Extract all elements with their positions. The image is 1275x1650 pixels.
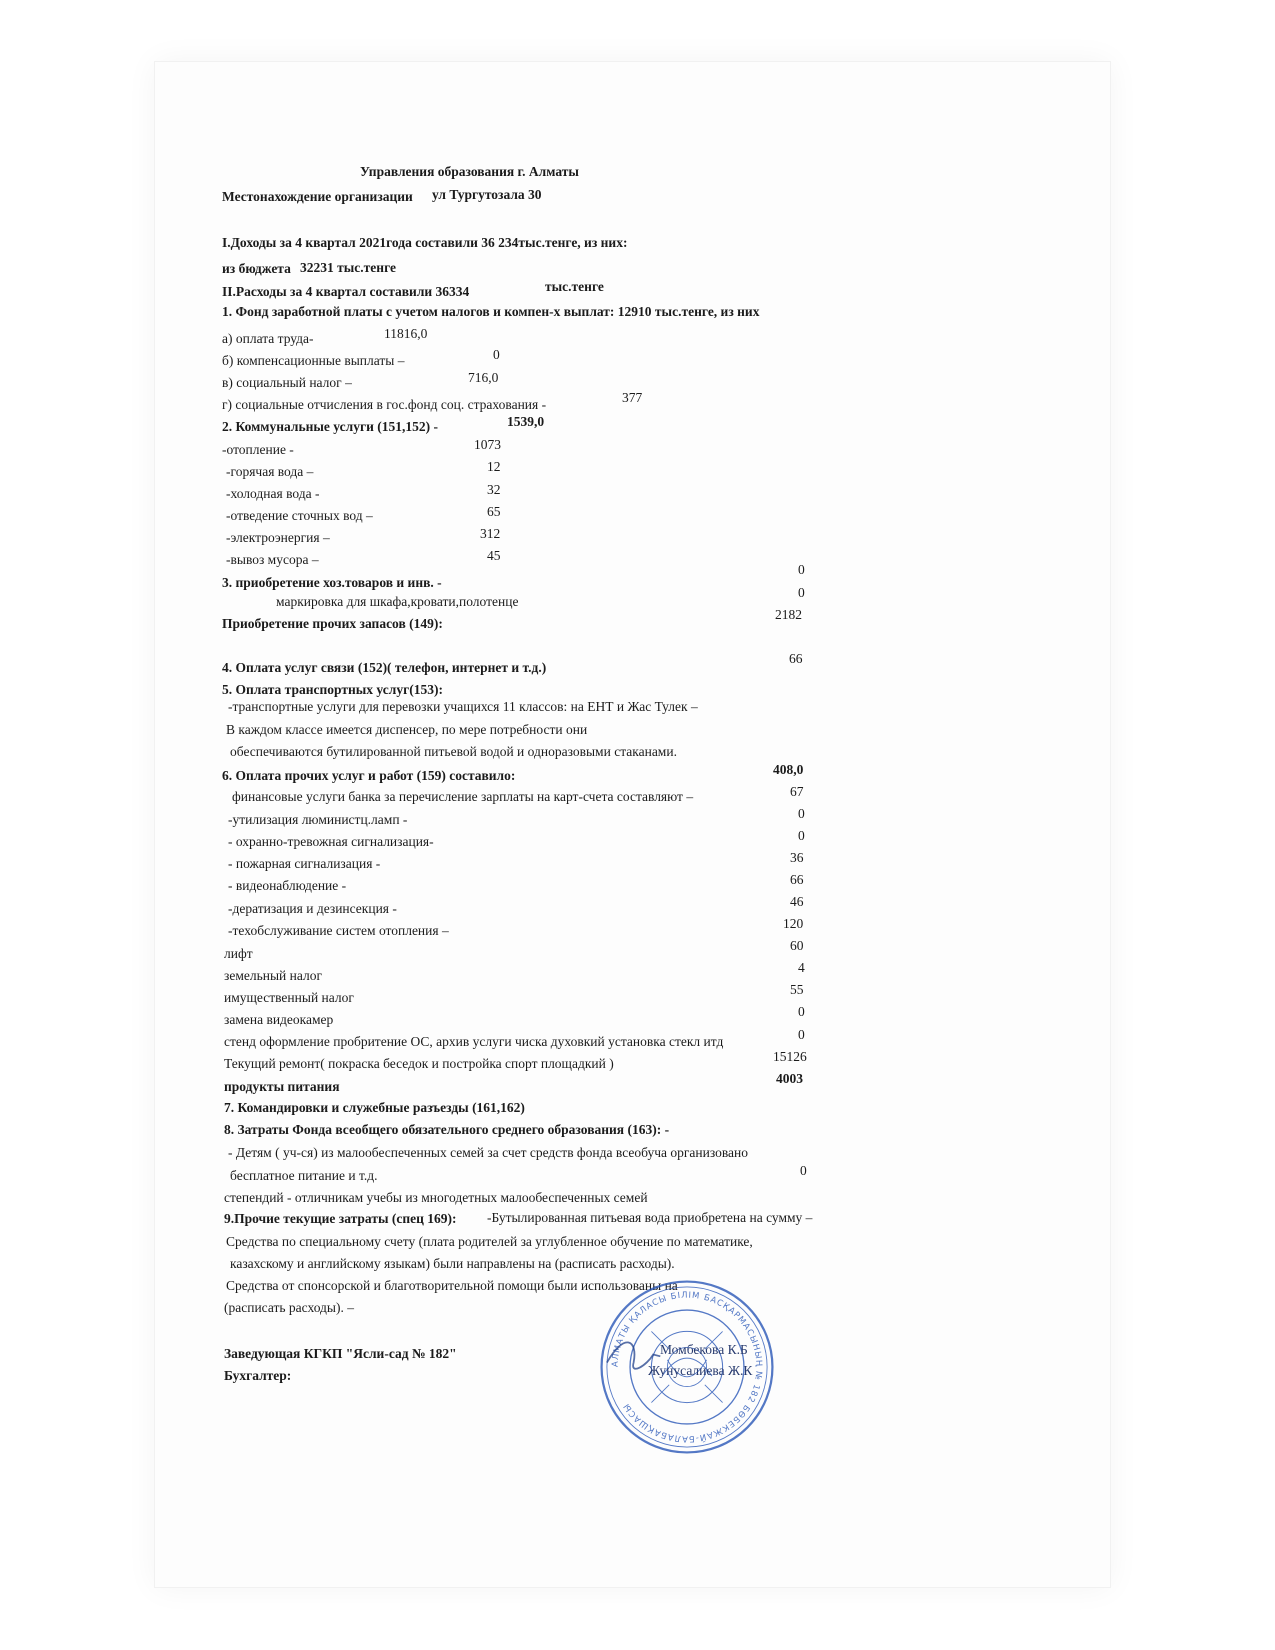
stamp-text: АЛМАТЫ ҚАЛАСЫ БІЛІМ БАСҚАРМАСЫНЫҢ № 182 БӨБЕКЖАЙ-БАЛАБАҚШАСЫ — [609, 1289, 765, 1445]
other-current-line: Средства от спонсорской и благотворительной помощи были использованы на — [226, 1278, 678, 1293]
service-item-label: финансовые услуги банка за перечисление зарплаты на карт-счета составляют – — [232, 789, 694, 804]
utility-item-value: 312 — [480, 526, 501, 541]
utility-item-label: -электроэнергия – — [226, 530, 330, 545]
other-current-line: (расписать расходы). – — [224, 1300, 354, 1315]
other-stock-value: 2182 — [775, 607, 802, 622]
vseobuch-line: - Детям ( уч-ся) из малообеспеченных семей за счет средств фонда всеобуча организовано — [228, 1145, 748, 1160]
comm-heading: 4. Оплата услуг связи (152)( телефон, интернет и т.д.) — [222, 660, 547, 675]
service-item-value: 0 — [798, 1004, 805, 1019]
payroll-item-value: 0 — [493, 347, 500, 362]
service-item-label: продукты питания — [224, 1079, 340, 1094]
head-name: Момбекова К.Б — [660, 1342, 748, 1357]
service-item-label: лифт — [224, 946, 253, 961]
vseobuch-line: бесплатное питание и т.д. — [230, 1168, 378, 1183]
service-item-value: 67 — [790, 784, 804, 799]
transport-line: В каждом классе имеется диспенсер, по мере потребности они — [226, 722, 588, 737]
service-item-value: 0 — [798, 828, 805, 843]
budget-value: 32231 тыс.тенге — [300, 260, 397, 275]
utility-item-label: -горячая вода – — [226, 464, 314, 479]
service-item-value: 120 — [783, 916, 804, 931]
other-current-line: Средства по специальному счету (плата родителей за углубленное обучение по математике, — [226, 1234, 753, 1249]
trips-heading: 7. Командировки и служебные разъезды (161,162) — [224, 1100, 525, 1115]
utility-item-value: 1073 — [474, 437, 501, 452]
marking-value: 0 — [798, 585, 805, 600]
document-title: Управления образования г. Алматы — [360, 164, 579, 179]
payroll-item-value: 11816,0 — [384, 326, 428, 341]
payroll-item-label: в) социальный налог – — [222, 375, 352, 390]
service-item-value: 55 — [790, 982, 804, 997]
transport-heading: 5. Оплата транспортных услуг(153): — [222, 682, 443, 697]
utilities-total: 1539,0 — [507, 414, 545, 429]
service-item-value: 46 — [790, 894, 804, 909]
payroll-item-label: а) оплата труда- — [222, 331, 314, 346]
location-value: ул Тургутозала 30 — [432, 187, 542, 202]
expenses-unit: тыс.тенге — [545, 279, 604, 294]
service-item-value: 15126 — [773, 1049, 807, 1064]
service-item-label: замена видеокамер — [224, 1012, 334, 1027]
service-item-label: имущественный налог — [224, 990, 354, 1005]
service-item-label: стенд оформление пробритение ОС, архив услуги чиска духовкий установка стекл итд — [224, 1034, 724, 1049]
vseobuch-line: степендий - отличникам учебы из многодетных малообеспеченных семей — [224, 1190, 648, 1205]
goods-heading-value: 0 — [798, 562, 805, 577]
service-item-label: - охранно-тревожная сигнализация- — [228, 834, 434, 849]
payroll-item-value: 716,0 — [468, 370, 499, 385]
service-item-value: 0 — [798, 806, 805, 821]
service-item-value: 60 — [790, 938, 804, 953]
payroll-item-value: 377 — [622, 390, 643, 405]
payroll-heading: 1. Фонд заработной платы с учетом налогов и компен-х выплат: 12910 тыс.тенге, из них — [222, 304, 760, 319]
service-item-label: - видеонаблюдение - — [228, 878, 347, 893]
head-title: Заведующая КГКП "Ясли-сад № 182" — [224, 1346, 457, 1361]
service-item-label: -утилизация люминистц.ламп - — [228, 812, 408, 827]
service-item-label: -дератизация и дезинсекция - — [228, 901, 397, 916]
transport-line: -транспортные услуги для перевозки учащихся 11 классов: на ЕНТ и Жас Тулек – — [228, 699, 698, 714]
other-services-heading: 6. Оплата прочих услуг и работ (159) составило: — [222, 768, 516, 783]
other-current-line: казахскому и английскому языкам) были направлены на (расписать расходы). — [230, 1256, 675, 1271]
other-current-heading: 9.Прочие текущие затраты (спец 169): — [224, 1211, 457, 1226]
other-services-total: 408,0 — [773, 762, 804, 777]
utilities-heading: 2. Коммунальные услуги (151,152) - — [222, 419, 438, 434]
service-item-value: 36 — [790, 850, 804, 865]
vseobuch-heading: 8. Затраты Фонда всеобщего обязательного среднего образования (163): - — [224, 1122, 670, 1137]
utility-item-label: -холодная вода - — [226, 486, 320, 501]
utility-item-value: 12 — [487, 459, 501, 474]
service-item-value: 66 — [790, 872, 804, 887]
service-item-label: земельный налог — [224, 968, 323, 983]
income-total: I.Доходы за 4 квартал 2021года составили 36 234тыс.тенге, из них: — [222, 235, 628, 250]
utility-item-value: 65 — [487, 504, 501, 519]
service-item-value: 0 — [798, 1027, 805, 1042]
budget-label: из бюджета — [222, 261, 291, 276]
utility-item-label: -отведение сточных вод – — [226, 508, 373, 523]
vseobuch-value: 0 — [800, 1163, 807, 1178]
accountant-title: Бухгалтер: — [224, 1368, 292, 1383]
goods-heading: 3. приобретение хоз.товаров и инв. - — [222, 575, 442, 590]
utility-item-label: -отопление - — [222, 442, 294, 457]
comm-value: 66 — [789, 651, 803, 666]
service-item-label: - пожарная сигнализация - — [228, 856, 381, 871]
other-current-heading-rest: -Бутылированная питьевая вода приобретена на сумму – — [487, 1210, 813, 1225]
payroll-item-label: г) социальные отчисления в гос.фонд соц. страхования - — [222, 397, 547, 412]
service-item-label: -техобслуживание систем отопления – — [228, 923, 449, 938]
marking-label: маркировка для шкафа,кровати,полотенце — [276, 594, 519, 609]
service-item-value: 4 — [798, 960, 805, 975]
utility-item-value: 45 — [487, 548, 501, 563]
utility-item-value: 32 — [487, 482, 501, 497]
utility-item-label: -вывоз мусора – — [226, 552, 319, 567]
service-item-label: Текущий ремонт( покраска беседок и постройка спорт площадкий ) — [224, 1056, 614, 1071]
transport-line: обеспечиваются бутилированной питьевой водой и одноразовыми стаканами. — [230, 744, 677, 759]
other-stock-label: Приобретение прочих запасов (149): — [222, 616, 443, 631]
location-label: Местонахождение организации — [222, 189, 413, 204]
service-item-value: 4003 — [776, 1071, 803, 1086]
payroll-item-label: б) компенсационные выплаты – — [222, 353, 405, 368]
expenses-total: II.Расходы за 4 квартал составили 36334 — [222, 284, 470, 299]
accountant-name: Жунусалиева Ж.К — [648, 1363, 753, 1378]
